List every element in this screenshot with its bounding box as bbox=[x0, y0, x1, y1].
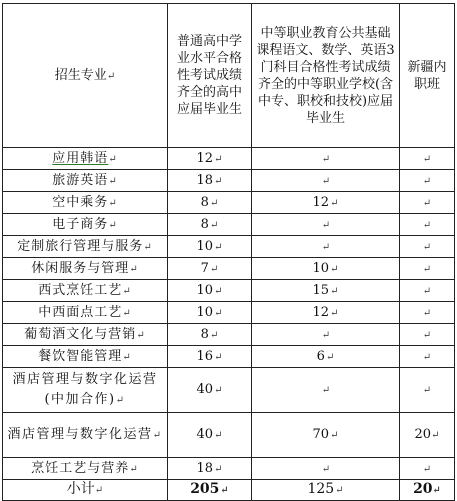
table-row bbox=[3, 368, 455, 413]
total-highschool: 205↵ bbox=[168, 480, 252, 501]
vocational-count: ↵ bbox=[252, 214, 400, 236]
xinjiang-count: ↵ bbox=[400, 280, 455, 302]
major-cell: 休闲服务与管理↵ bbox=[3, 258, 168, 280]
vocational-count: ↵ bbox=[252, 170, 400, 192]
header-highschool bbox=[168, 4, 252, 148]
major-cell: 酒店管理与数字化运营↵ bbox=[3, 413, 168, 458]
vocational-count: 6↵ bbox=[252, 346, 400, 368]
header-vocational bbox=[252, 4, 400, 148]
highschool-count: 18↵ bbox=[168, 458, 252, 480]
vocational-count: 12↵ bbox=[252, 302, 400, 324]
major-cell: 西式烹饪工艺↵ bbox=[3, 280, 168, 302]
header-row bbox=[3, 4, 455, 148]
total-label: 小计↵ bbox=[3, 480, 168, 501]
major-cell: 酒店管理与数字化运营(中加合作)↵ bbox=[3, 368, 168, 413]
highschool-count: 40↵ bbox=[168, 368, 252, 413]
header-highschool-label: 普通高中学业水平合格性考试成绩齐全的高中应届毕业生 bbox=[176, 34, 242, 117]
highschool-count: 8↵ bbox=[168, 214, 252, 236]
xinjiang-count: ↵ bbox=[400, 192, 455, 214]
table-row bbox=[3, 324, 455, 346]
xinjiang-count: ↵ bbox=[400, 324, 455, 346]
highschool-count: 8↵ bbox=[168, 192, 252, 214]
major-cell: 空中乘务↵ bbox=[3, 192, 168, 214]
highschool-count: 16↵ bbox=[168, 346, 252, 368]
xinjiang-count: ↵ bbox=[400, 236, 455, 258]
total-xinjiang: 20↵ bbox=[400, 480, 455, 501]
header-major-label: 招生专业 bbox=[54, 67, 107, 83]
highschool-count: 8↵ bbox=[168, 324, 252, 346]
highschool-count: 40↵ bbox=[168, 413, 252, 458]
table-row bbox=[3, 302, 455, 324]
total-vocational: 125↵ bbox=[252, 480, 400, 501]
major-cell: 定制旅行管理与服务↵ bbox=[3, 236, 168, 258]
vocational-count: ↵ bbox=[252, 458, 400, 480]
xinjiang-count: ↵ bbox=[400, 346, 455, 368]
highschool-count: 10↵ bbox=[168, 302, 252, 324]
xinjiang-count: ↵ bbox=[400, 214, 455, 236]
table-row bbox=[3, 214, 455, 236]
highschool-count: 7↵ bbox=[168, 258, 252, 280]
major-cell: 电子商务↵ bbox=[3, 214, 168, 236]
header-vocational-label: 中等职业教育公共基础课程语文、数学、英语3门科目合格性考试成绩齐全的中等职业学校(含中专、职校和技校)应届毕业生 bbox=[256, 25, 395, 126]
table-row bbox=[3, 192, 455, 214]
highschool-count: 18↵ bbox=[168, 170, 252, 192]
vocational-count: 10↵ bbox=[252, 258, 400, 280]
total-row bbox=[3, 480, 455, 501]
vocational-count: ↵ bbox=[252, 148, 400, 170]
table-row bbox=[3, 458, 455, 480]
table-row bbox=[3, 413, 455, 458]
xinjiang-count: ↵ bbox=[400, 302, 455, 324]
table-row bbox=[3, 258, 455, 280]
table-row bbox=[3, 148, 455, 170]
major-cell: 餐饮智能管理↵ bbox=[3, 346, 168, 368]
table-row bbox=[3, 170, 455, 192]
xinjiang-count: ↵ bbox=[400, 458, 455, 480]
major-cell: 烹饪工艺与营养↵ bbox=[3, 458, 168, 480]
enrollment-table bbox=[2, 3, 455, 501]
xinjiang-count: ↵ bbox=[400, 258, 455, 280]
major-cell: 葡萄酒文化与营销↵ bbox=[3, 324, 168, 346]
header-xinjiang-label: 新疆内职班 bbox=[407, 59, 447, 92]
vocational-count: ↵ bbox=[252, 368, 400, 413]
xinjiang-count: ↵ bbox=[400, 170, 455, 192]
major-cell: 中西面点工艺↵ bbox=[3, 302, 168, 324]
table-row bbox=[3, 346, 455, 368]
header-major: 招生专业↵ bbox=[3, 4, 168, 148]
vocational-count: 15↵ bbox=[252, 280, 400, 302]
table-row bbox=[3, 280, 455, 302]
vocational-count: 12↵ bbox=[252, 192, 400, 214]
vocational-count: ↵ bbox=[252, 324, 400, 346]
table-row bbox=[3, 236, 455, 258]
major-cell: 旅游英语↵ bbox=[3, 170, 168, 192]
highschool-count: 10↵ bbox=[168, 236, 252, 258]
header-xinjiang bbox=[400, 4, 455, 148]
xinjiang-count: 20↵ bbox=[400, 413, 455, 458]
vocational-count: 70↵ bbox=[252, 413, 400, 458]
xinjiang-count: ↵ bbox=[400, 148, 455, 170]
highschool-count: 10↵ bbox=[168, 280, 252, 302]
xinjiang-count: ↵ bbox=[400, 368, 455, 413]
vocational-count: ↵ bbox=[252, 236, 400, 258]
major-cell: 应用韩语↵ bbox=[3, 148, 168, 170]
highschool-count: 12↵ bbox=[168, 148, 252, 170]
